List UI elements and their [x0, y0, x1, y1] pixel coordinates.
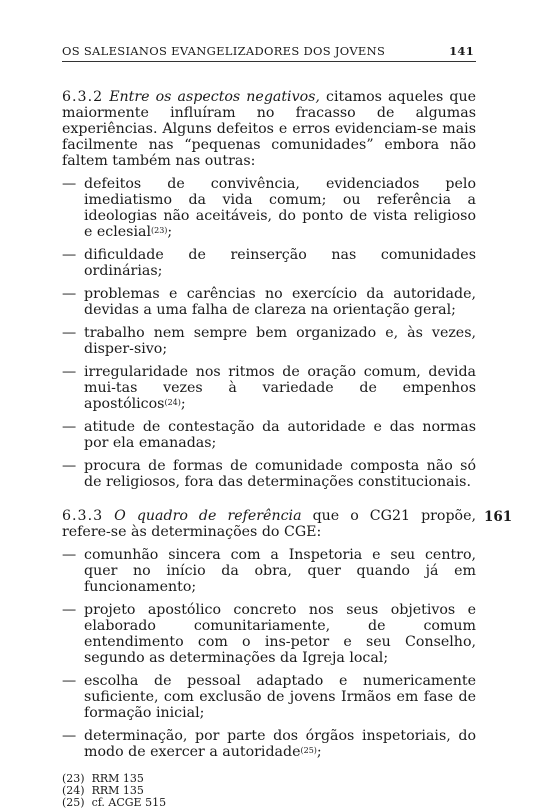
section-intro-text: citamos aqueles que maiormente influíram no fracasso de algumas experiências. Alguns defeitos e erros evidenciam-se mais facilmente nas “pequenas comunidades” embora não faltem também nas outras:	[62, 89, 476, 169]
item-text: escolha de pessoal adaptado e numericamente suficiente, com exclusão de jovens Irmãos em fase de formação inicial;	[84, 673, 476, 721]
list-item-text	[84, 419, 476, 451]
list-item	[62, 547, 476, 595]
em-dash-bullet: —	[62, 458, 77, 474]
running-title: OS SALESIANOS EVANGELIZADORES DOS JOVENS	[62, 44, 386, 58]
footnote: (24) RRM 135	[62, 784, 144, 797]
list-item	[62, 602, 476, 666]
section-intro-text: que o CG21 propõe, refere-se às determinações do CGE:	[62, 508, 476, 540]
em-dash-bullet: —	[62, 728, 77, 744]
list-item-text	[84, 325, 476, 357]
item-text: dificuldade de reinserção nas comunidades ordinárias;	[84, 247, 476, 279]
list-item	[62, 325, 476, 357]
footnote-ref: (23)	[151, 226, 168, 235]
list-item-text	[84, 176, 476, 240]
list-item-text	[84, 673, 476, 721]
margin-paragraph-number: 161	[484, 509, 513, 525]
footnote-ref: (24)	[164, 398, 181, 407]
list-item	[62, 286, 476, 318]
footnotes	[62, 773, 476, 809]
em-dash-bullet: —	[62, 176, 77, 192]
footnote: (23) RRM 135	[62, 772, 144, 785]
section-heading: O quadro de referência	[114, 508, 302, 524]
item-text: projeto apostólico concreto nos seus objetivos e elaborado comunitariamente, de comum entendimento com o ins-petor e seu Conselho, segundo as determinações da Igreja local;	[84, 602, 476, 666]
em-dash-bullet: —	[62, 325, 77, 341]
footnote-ref: (25)	[300, 746, 317, 755]
list-item	[62, 728, 476, 760]
section-number: 6.3.2	[62, 89, 104, 105]
list-item	[62, 247, 476, 279]
list-item	[62, 364, 476, 412]
item-text: atitude de contestação da autoridade e das normas por ela emanadas;	[84, 419, 476, 451]
list-item-text	[84, 547, 476, 595]
list-item	[62, 176, 476, 240]
item-text: trabalho nem sempre bem organizado e, às vezes, disper-sivo;	[84, 325, 476, 357]
em-dash-bullet: —	[62, 602, 77, 618]
section-6-3-2-intro	[62, 89, 476, 169]
em-dash-bullet: —	[62, 286, 77, 302]
list-item-text	[84, 364, 476, 412]
item-text: irregularidade nos ritmos de oração comum, devida mui-tas vezes à variedade de empenhos apostólicos	[84, 364, 476, 412]
book-page	[62, 44, 476, 809]
reference-framework-list	[62, 547, 476, 760]
item-punctuation: ;	[316, 744, 322, 760]
list-item	[62, 419, 476, 451]
em-dash-bullet: —	[62, 547, 77, 563]
list-item	[62, 458, 476, 490]
section-heading: Entre os aspectos negativos,	[109, 89, 320, 105]
list-item-text	[84, 458, 476, 490]
item-punctuation: ;	[167, 224, 173, 240]
negative-aspects-list	[62, 176, 476, 490]
item-text: comunhão sincera com a Inspetoria e seu centro, quer no início da obra, quer quando já em funcionamento;	[84, 547, 476, 595]
page-number: 141	[449, 44, 474, 58]
item-text: procura de formas de comunidade composta não só de religiosos, fora das determinações constitucionais.	[84, 458, 476, 490]
list-item-text	[84, 728, 476, 760]
em-dash-bullet: —	[62, 247, 77, 263]
item-punctuation: ;	[180, 396, 186, 412]
page-body	[62, 89, 476, 809]
list-item-text	[84, 602, 476, 666]
running-header	[62, 44, 476, 62]
em-dash-bullet: —	[62, 673, 77, 689]
item-text: defeitos de convivência, evidenciados pelo imediatismo da vida comum; ou referência a ideologias não aceitáveis, do ponto de vista religioso e eclesial	[84, 176, 476, 240]
em-dash-bullet: —	[62, 419, 77, 435]
em-dash-bullet: —	[62, 364, 77, 380]
footnote: (25) cf. ACGE 515	[62, 796, 167, 809]
list-item-text	[84, 286, 476, 318]
list-item-text	[84, 247, 476, 279]
section-number: 6.3.3	[62, 508, 104, 524]
item-text: determinação, por parte dos órgãos inspetoriais, do modo de exercer a autoridade	[84, 728, 476, 760]
section-6-3-3-intro	[62, 508, 476, 540]
item-text: problemas e carências no exercício da autoridade, devidas a uma falha de clareza na orientação geral;	[84, 286, 476, 318]
list-item	[62, 673, 476, 721]
